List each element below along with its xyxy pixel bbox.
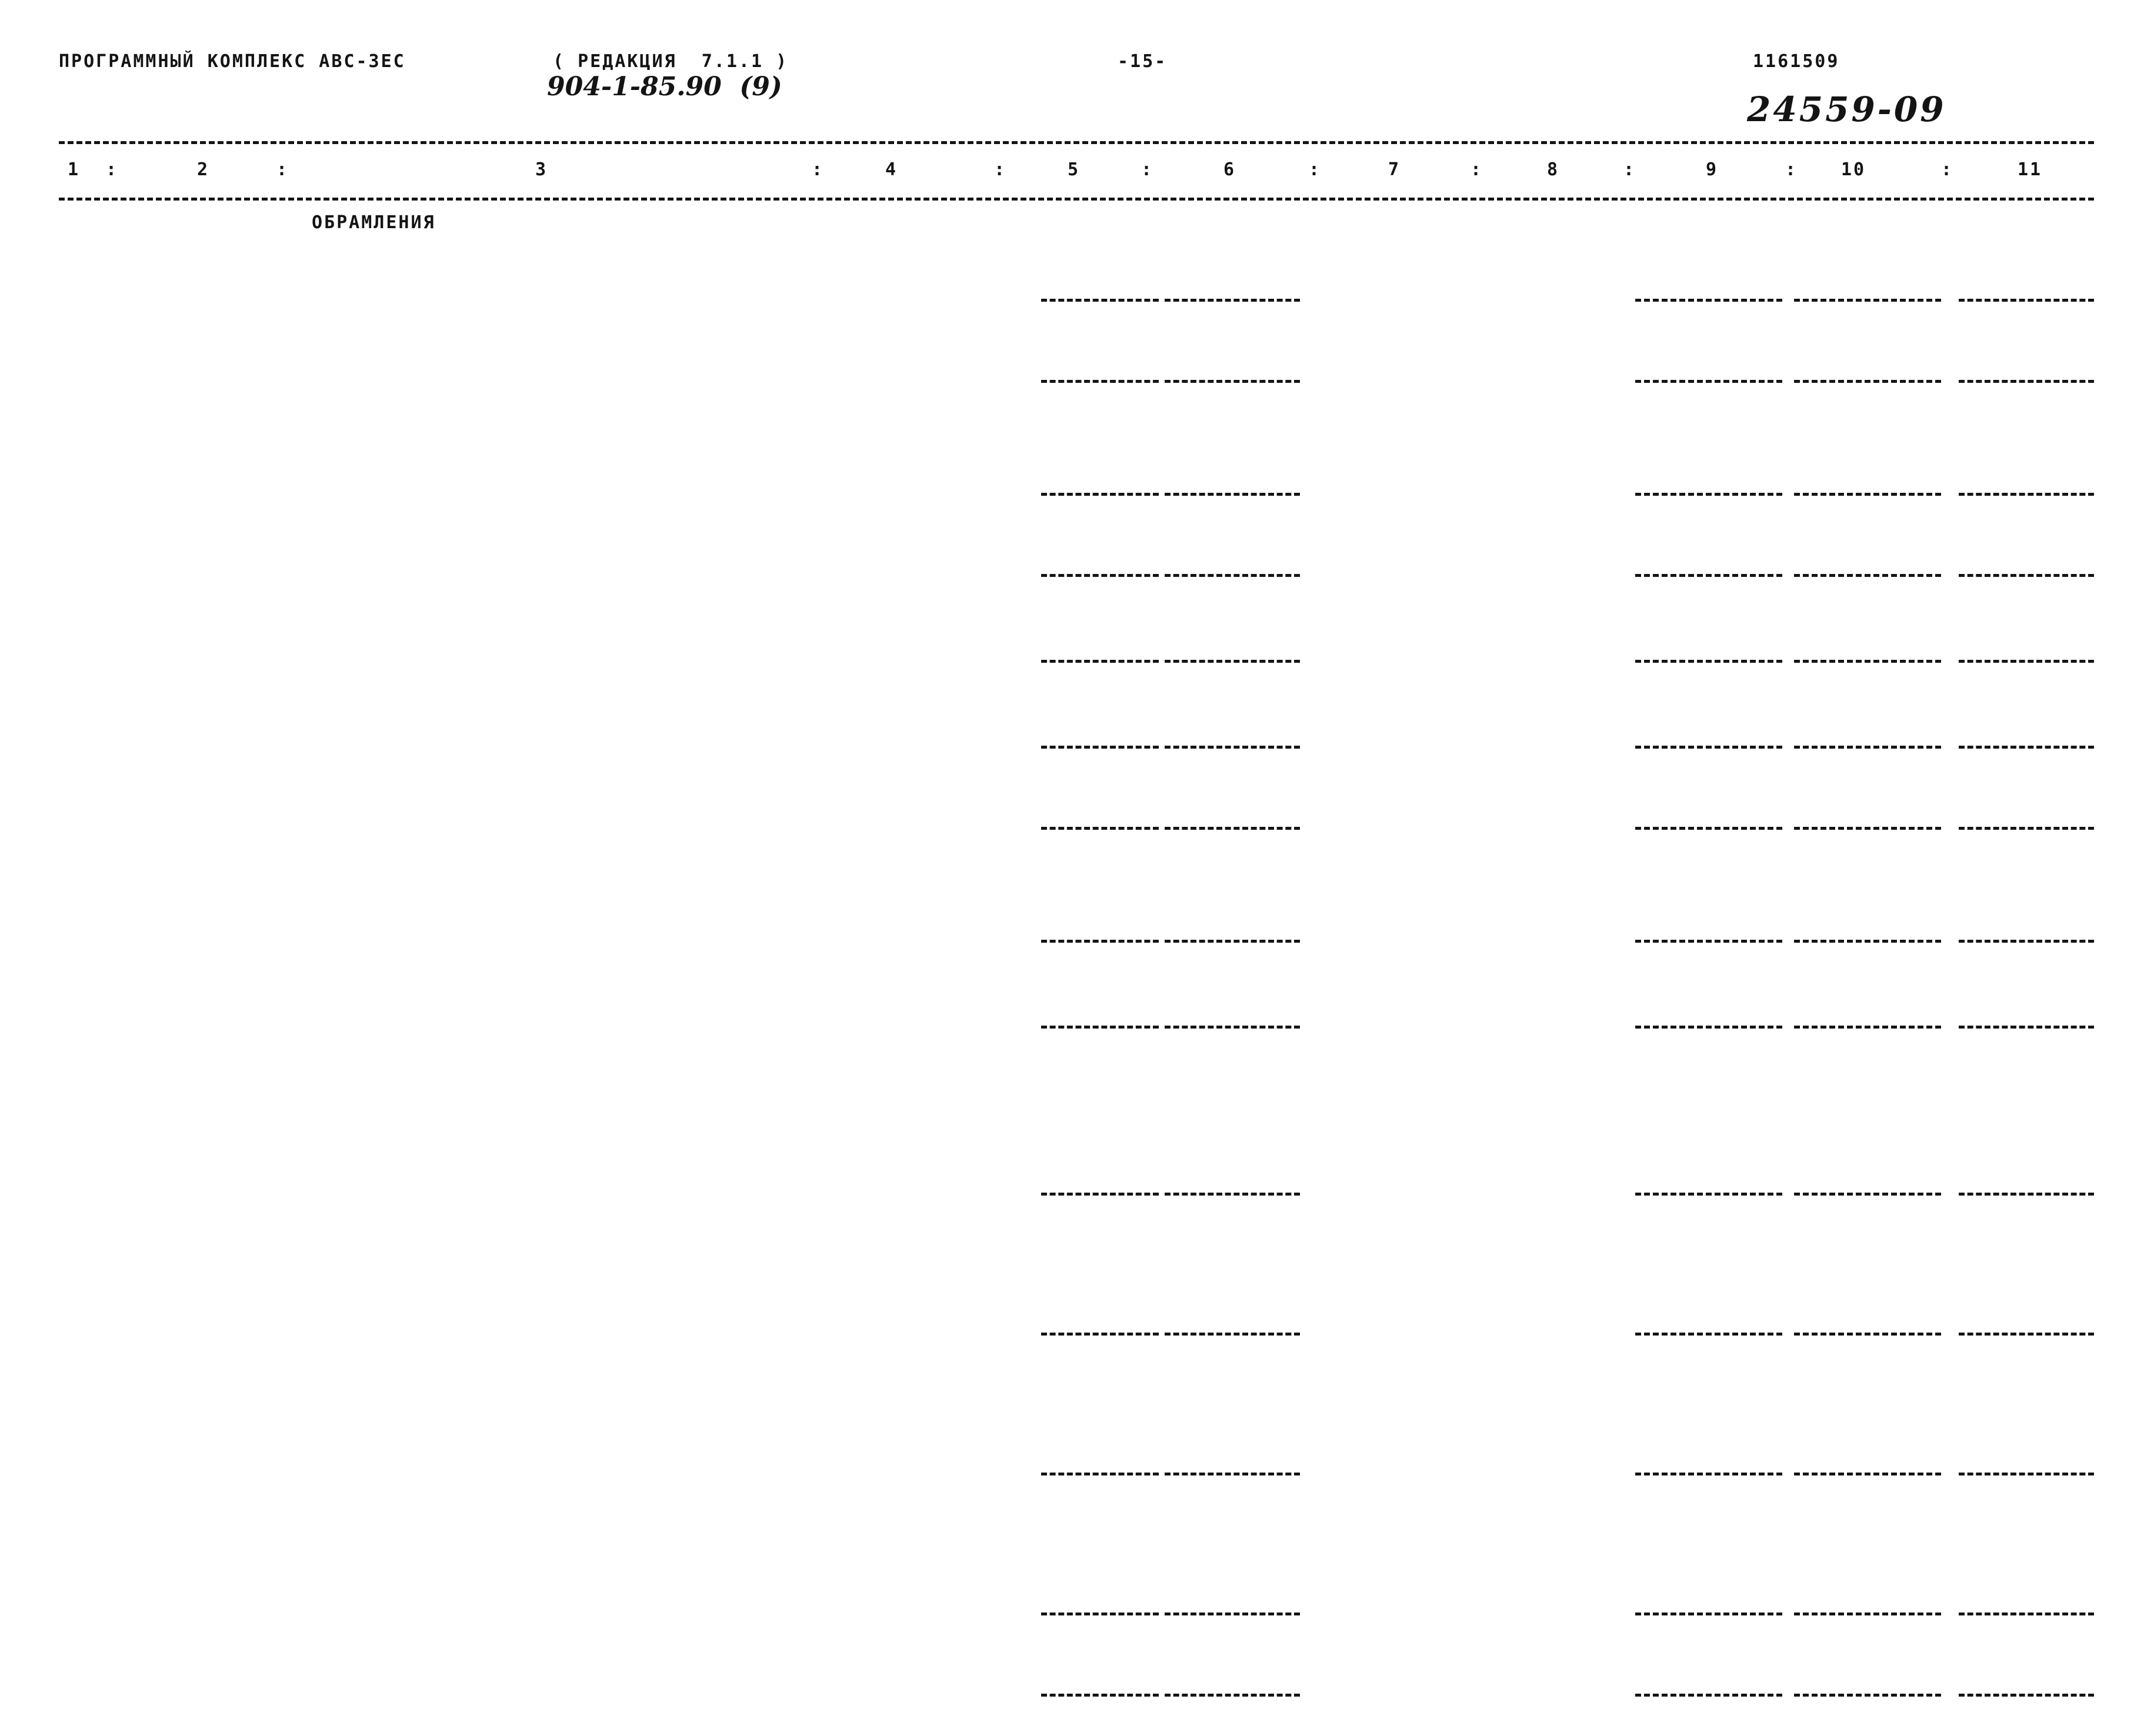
column-header-6: 6 bbox=[1223, 159, 1236, 180]
column-header-2: 2 bbox=[197, 159, 210, 180]
page-mark: -15- bbox=[1118, 51, 1168, 72]
c10-fraction-line bbox=[1794, 299, 1941, 302]
c9-fraction-line bbox=[1635, 660, 1782, 663]
column-separator: : bbox=[1785, 159, 1798, 180]
c11-fraction-line bbox=[1959, 1333, 2094, 1336]
c11-fraction-line bbox=[1959, 493, 2094, 496]
column-header-7: 7 bbox=[1388, 159, 1401, 180]
c5-fraction-line bbox=[1041, 1193, 1159, 1196]
column-separator: : bbox=[1941, 159, 1954, 180]
c10-fraction-line bbox=[1794, 940, 1941, 943]
c9-fraction-line bbox=[1635, 1333, 1782, 1336]
c10-fraction-line bbox=[1794, 1473, 1941, 1475]
c10-fraction-line bbox=[1794, 574, 1941, 577]
column-separator: : bbox=[1471, 159, 1483, 180]
c9-fraction-line bbox=[1635, 299, 1782, 302]
c10-fraction-line bbox=[1794, 827, 1941, 830]
doc-number: 1161509 bbox=[1753, 51, 1840, 72]
c6-fraction-line bbox=[1165, 940, 1300, 943]
program-title: ПРОГРАММНЫЙ КОМПЛЕКС АВС-ЗЕС bbox=[59, 51, 406, 72]
c6-fraction-line bbox=[1165, 380, 1300, 383]
c9-fraction-line bbox=[1635, 1694, 1782, 1697]
c9-fraction-line bbox=[1635, 940, 1782, 943]
header-rule-top bbox=[59, 141, 2094, 144]
c5-fraction-line bbox=[1041, 746, 1159, 749]
c6-fraction-line bbox=[1165, 1333, 1300, 1336]
c10-fraction-line bbox=[1794, 746, 1941, 749]
c11-fraction-line bbox=[1959, 940, 2094, 943]
c5-fraction-line bbox=[1041, 1333, 1159, 1336]
c11-fraction-line bbox=[1959, 827, 2094, 830]
c9-fraction-line bbox=[1635, 1026, 1782, 1029]
c11-fraction-line bbox=[1959, 574, 2094, 577]
column-separator: : bbox=[1141, 159, 1154, 180]
c6-fraction-line bbox=[1165, 1694, 1300, 1697]
column-header-4: 4 bbox=[885, 159, 898, 180]
column-header-5: 5 bbox=[1068, 159, 1081, 180]
c9-fraction-line bbox=[1635, 1193, 1782, 1196]
c11-fraction-line bbox=[1959, 1613, 2094, 1615]
c9-fraction-line bbox=[1635, 574, 1782, 577]
c10-fraction-line bbox=[1794, 1694, 1941, 1697]
c9-fraction-line bbox=[1635, 827, 1782, 830]
c6-fraction-line bbox=[1165, 827, 1300, 830]
c5-fraction-line bbox=[1041, 1694, 1159, 1697]
c6-fraction-line bbox=[1165, 299, 1300, 302]
column-separator: : bbox=[994, 159, 1007, 180]
c6-fraction-line bbox=[1165, 1473, 1300, 1475]
c6-fraction-line bbox=[1165, 1613, 1300, 1615]
c5-fraction-line bbox=[1041, 574, 1159, 577]
header-rule-bottom bbox=[59, 198, 2094, 201]
continued-description: ОБРАМЛЕНИЯ bbox=[312, 212, 436, 233]
c5-fraction-line bbox=[1041, 660, 1159, 663]
c6-fraction-line bbox=[1165, 1026, 1300, 1029]
c6-fraction-line bbox=[1165, 660, 1300, 663]
c10-fraction-line bbox=[1794, 1026, 1941, 1029]
c11-fraction-line bbox=[1959, 1193, 2094, 1196]
c11-fraction-line bbox=[1959, 1026, 2094, 1029]
c5-fraction-line bbox=[1041, 299, 1159, 302]
c11-fraction-line bbox=[1959, 1694, 2094, 1697]
c5-fraction-line bbox=[1041, 1613, 1159, 1615]
edition-label: ( РЕДАКЦИЯ 7.1.1 ) bbox=[553, 51, 789, 72]
c5-fraction-line bbox=[1041, 493, 1159, 496]
c11-fraction-line bbox=[1959, 746, 2094, 749]
c10-fraction-line bbox=[1794, 1613, 1941, 1615]
c5-fraction-line bbox=[1041, 940, 1159, 943]
column-header-8: 8 bbox=[1547, 159, 1560, 180]
c5-fraction-line bbox=[1041, 1473, 1159, 1475]
column-header-3: 3 bbox=[535, 159, 548, 180]
c10-fraction-line bbox=[1794, 1333, 1941, 1336]
c9-fraction-line bbox=[1635, 1473, 1782, 1475]
column-separator: : bbox=[276, 159, 289, 180]
c5-fraction-line bbox=[1041, 380, 1159, 383]
c6-fraction-line bbox=[1165, 1193, 1300, 1196]
c6-fraction-line bbox=[1165, 574, 1300, 577]
column-header-1: 1 bbox=[68, 159, 81, 180]
handwritten-project-code: 904-1-85.90 (9) bbox=[547, 72, 782, 102]
column-header-11: 11 bbox=[2018, 159, 2043, 180]
c9-fraction-line bbox=[1635, 1613, 1782, 1615]
c11-fraction-line bbox=[1959, 299, 2094, 302]
column-separator: : bbox=[1309, 159, 1322, 180]
c10-fraction-line bbox=[1794, 660, 1941, 663]
c10-fraction-line bbox=[1794, 493, 1941, 496]
column-header-9: 9 bbox=[1706, 159, 1719, 180]
column-header-10: 10 bbox=[1841, 159, 1866, 180]
handwritten-doc-number: 24559-09 bbox=[1747, 89, 1946, 129]
c9-fraction-line bbox=[1635, 746, 1782, 749]
c10-fraction-line bbox=[1794, 1193, 1941, 1196]
c6-fraction-line bbox=[1165, 746, 1300, 749]
c6-fraction-line bbox=[1165, 493, 1300, 496]
c9-fraction-line bbox=[1635, 380, 1782, 383]
c11-fraction-line bbox=[1959, 380, 2094, 383]
c11-fraction-line bbox=[1959, 1473, 2094, 1475]
c5-fraction-line bbox=[1041, 1026, 1159, 1029]
c11-fraction-line bbox=[1959, 660, 2094, 663]
column-separator: : bbox=[1623, 159, 1636, 180]
c9-fraction-line bbox=[1635, 493, 1782, 496]
column-separator: : bbox=[106, 159, 119, 180]
c5-fraction-line bbox=[1041, 827, 1159, 830]
c10-fraction-line bbox=[1794, 380, 1941, 383]
column-separator: : bbox=[812, 159, 825, 180]
